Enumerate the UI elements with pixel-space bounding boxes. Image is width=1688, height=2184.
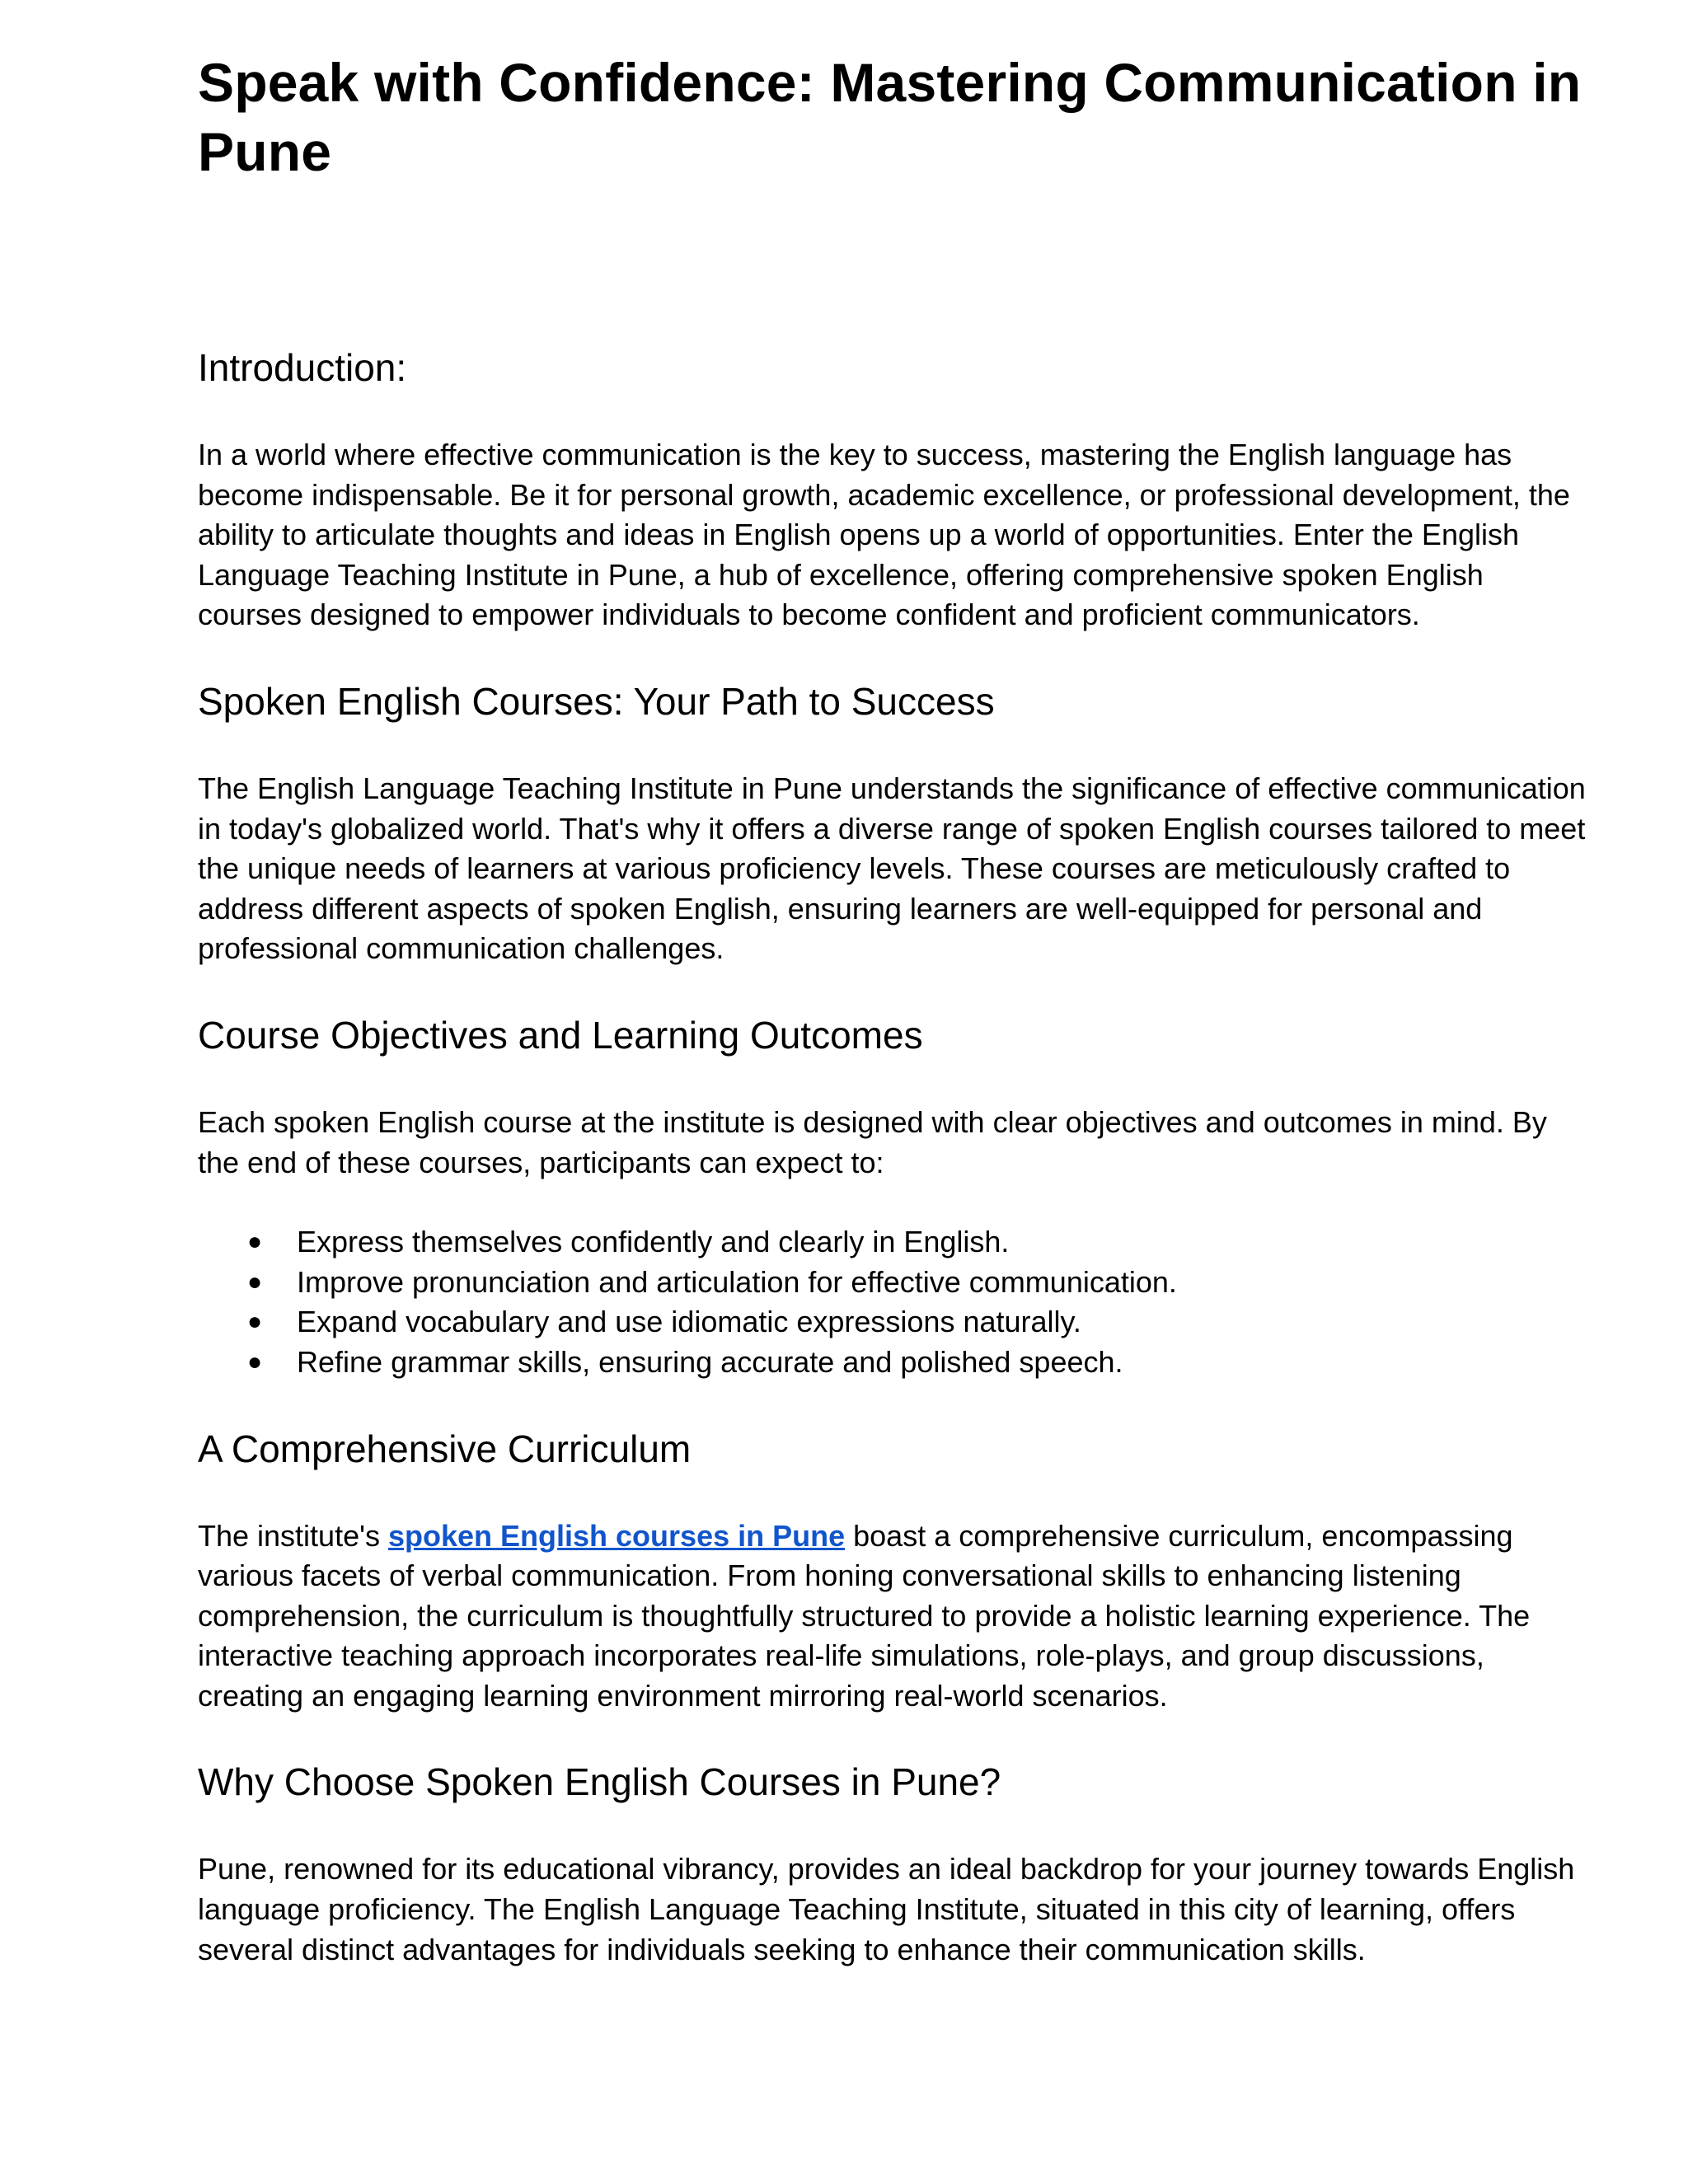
- bullet-icon: ●: [247, 1308, 263, 1336]
- why-heading: Why Choose Spoken English Courses in Pune?: [198, 1760, 1001, 1804]
- objectives-paragraph: Each spoken English course at the institute is designed with clear objectives and outcomes in mind. By the end of these courses, participants can expect to:: [198, 1104, 1547, 1179]
- document-page: [198, 48, 1591, 1970]
- bullet-icon: ●: [247, 1228, 263, 1256]
- courses-paragraph: The English Language Teaching Institute in Pune understands the significance of effective communication in today's globalized world. That's why it offers a diverse range of spoken English courses tailored to meet the unique needs of learners at various proficiency levels. These courses are meticulously crafted to address different aspects of spoken English, ensuring learners are well-equipped for personal and professional communication challenges.: [198, 771, 1586, 966]
- curriculum-paragraph: [198, 1516, 1591, 1717]
- bullet-icon: ●: [247, 1268, 263, 1296]
- list-item-text: Express themselves confidently and clearly in English.: [297, 1225, 1010, 1259]
- list-item: [198, 1222, 1591, 1263]
- objectives-heading: Course Objectives and Learning Outcomes: [198, 1013, 923, 1057]
- list-item-text: Improve pronunciation and articulation for effective communication.: [297, 1264, 1177, 1299]
- curriculum-heading: A Comprehensive Curriculum: [198, 1427, 692, 1470]
- bullet-icon: ●: [247, 1347, 263, 1376]
- list-item: [198, 1343, 1591, 1383]
- courses-heading: Spoken English Courses: Your Path to Success: [198, 679, 995, 723]
- list-item: [198, 1263, 1591, 1303]
- objectives-list: [198, 1222, 1591, 1382]
- list-item-text: Refine grammar skills, ensuring accurate and polished speech.: [297, 1344, 1123, 1379]
- intro-paragraph: In a world where effective communication is the key to success, mastering the English language has become indispensable. Be it for personal growth, academic excellence, or professional development, the ability to articulate thoughts and ideas in English opens up a world of opportunities. Enter the English Language Teaching Institute in Pune, a hub of excellence, offering comprehensive spoken English courses designed to empower individuals to become confident and proficient communicators.: [198, 438, 1570, 632]
- curriculum-suffix: boast a comprehensive curriculum, encompassing various facets of verbal communication. From honing conversational skills to enhancing listening comprehension, the curriculum is thoughtfully structured to provide a holistic learning experience. The interactive teaching approach incorporates real-life simulations, role-plays, and group discussions, creating an engaging learning environment mirroring real-world scenarios.: [198, 1518, 1531, 1713]
- spoken-english-courses-link[interactable]: spoken English courses in Pune: [387, 1518, 846, 1553]
- curriculum-prefix: The institute's: [198, 1518, 388, 1553]
- why-paragraph: Pune, renowned for its educational vibrancy, provides an ideal backdrop for your journey towards English language proficiency. The English Language Teaching Institute, situated in this city of learning, offers several distinct advantages for individuals seeking to enhance their communication skills.: [198, 1852, 1575, 1966]
- list-item: [198, 1302, 1591, 1343]
- intro-heading: Introduction:: [198, 346, 407, 389]
- list-item-text: Expand vocabulary and use idiomatic expressions naturally.: [297, 1305, 1081, 1339]
- document-title: Speak with Confidence: Mastering Communication in Pune: [198, 52, 1582, 182]
